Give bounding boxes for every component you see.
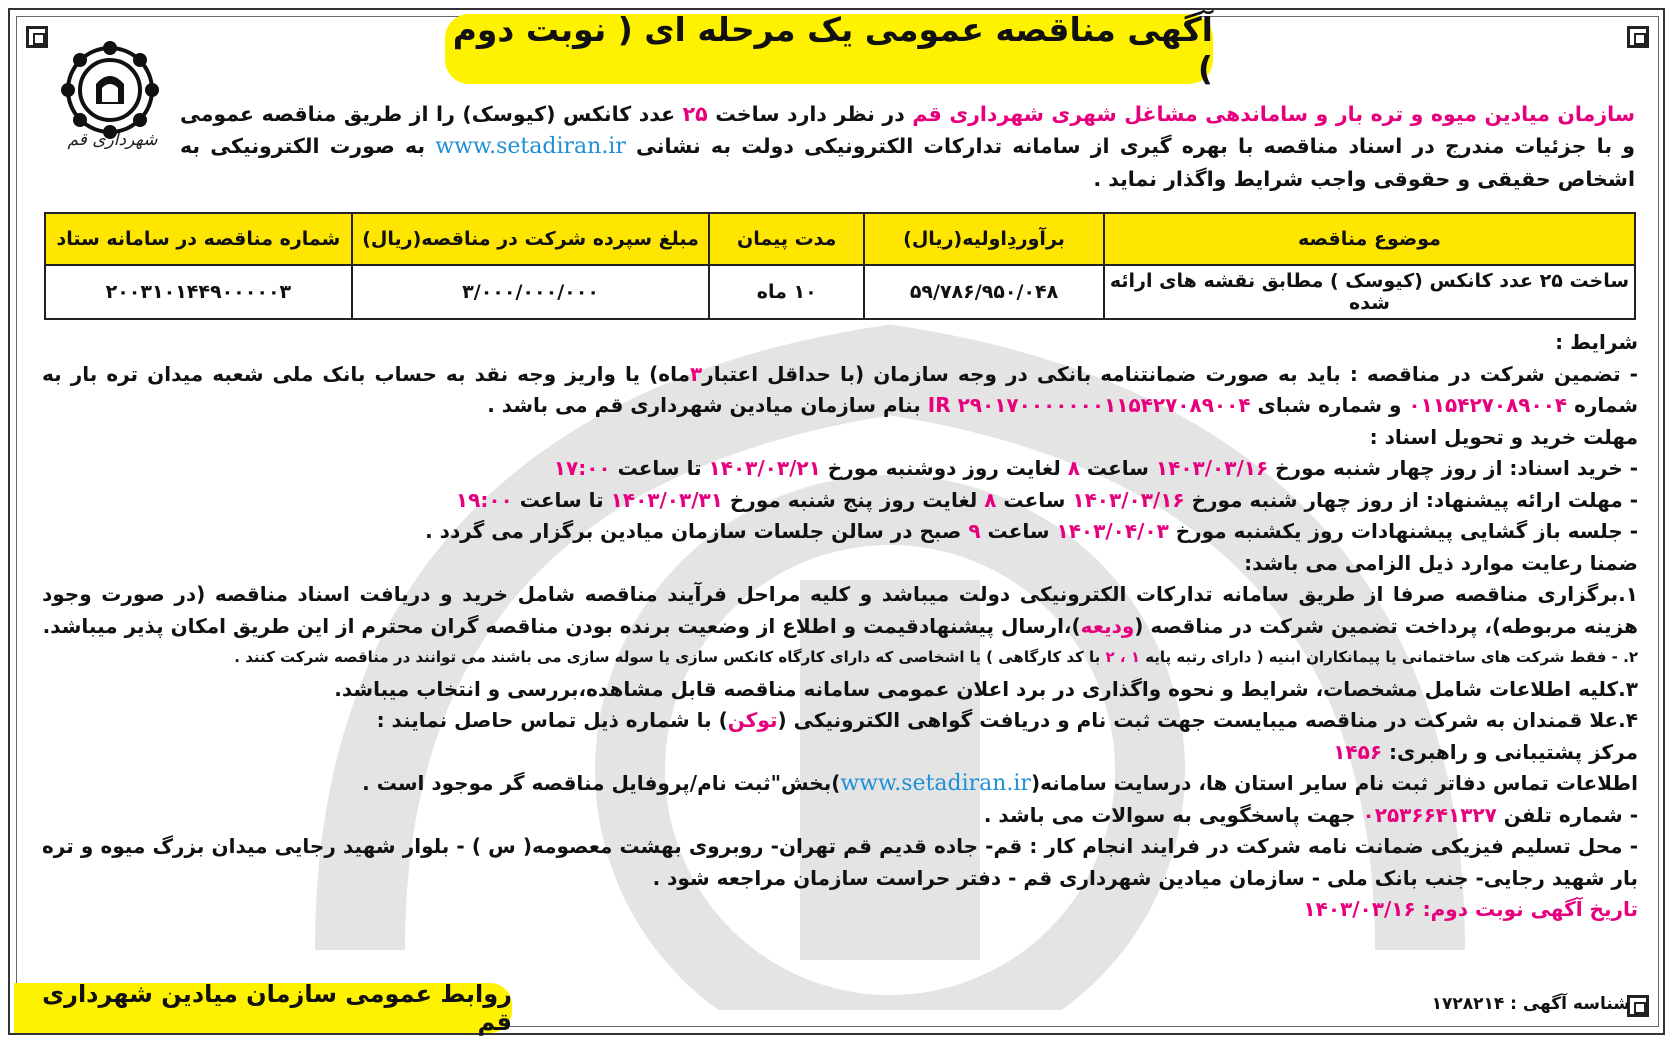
hour: ۸	[984, 487, 997, 512]
text: ۱.برگزاری مناقصه صرفا از طریق سامانه تدارکات الکترونیکی دولت میباشد و کلیه مراحل فرآیند مناقصه شامل خرید و دریافت اسناد مناقصه (در صورت وجود هزینه مربوطه)، پرداخت تضمین شرکت در مناقصه (	[42, 582, 1638, 638]
requirement-item-3: ۳.کلیه اطلاعات شامل مشخصات، شرایط و نحوه واگذاری در برد اعلان عمومی سامانه مناقصه قابل مشاهده،بررسی و انتخاب میباشد.	[334, 676, 1638, 701]
website-link[interactable]: www.setadiran.ir	[840, 771, 1031, 796]
text: - مهلت ارائه پیشنهاد: از روز چهار شنبه مورخ	[1184, 487, 1638, 512]
date: ۱۴۰۳/۰۳/۱۶	[1155, 456, 1269, 480]
deadline-heading: مهلت خرید و تحویل اسناد :	[1369, 424, 1638, 449]
text: با کد کارگاهی ) یا اشخاصی که دارای کارگاه کانکس سازی یا سوله سازی می باشند می توانند در مناقصه شرکت کنند .	[234, 648, 1106, 666]
account-number: ۰۱۱۵۴۲۷۰۸۹۰۰۴	[1408, 393, 1568, 417]
text: ساعت	[980, 519, 1057, 543]
requirements-heading: ضمنا رعایت موارد ذیل الزامی می باشد:	[1244, 550, 1638, 575]
header-deposit: مبلغ سپرده شرکت در مناقصه(ریال)	[352, 213, 710, 265]
text: صبح در سالن جلسات سازمان میادین برگزار می گردد .	[425, 519, 969, 543]
text: جهت پاسخگویی به سوالات می باشد .	[983, 802, 1363, 827]
cell-number: ۲۰۰۳۱۰۱۴۴۹۰۰۰۰۰۳	[45, 265, 352, 319]
intro-paragraph	[180, 98, 1635, 195]
date: ۱۴۰۳/۰۴/۰۳	[1056, 519, 1169, 543]
text: )بخش"ثبت نام/پروفایل مناقصه گر موجود است .	[362, 771, 841, 795]
date: ۱۴۰۳/۰۳/۱۶	[1072, 487, 1185, 512]
phone-number: ۰۲۵۳۶۶۴۱۳۲۷	[1362, 802, 1497, 827]
highlight: ۱ ، ۲	[1105, 648, 1140, 666]
tender-table	[44, 212, 1636, 320]
corner-ornament	[26, 26, 48, 48]
support-number: ۱۴۵۶	[1333, 739, 1383, 764]
contact-line	[42, 768, 1638, 800]
requirement-item-4	[42, 705, 1638, 737]
text: - تضمین شرکت در مناقصه : باید به صورت ضمانتنامه بانکی در وجه سازمان (با حداقل اعتبار	[702, 361, 1638, 386]
header-estimate: برآوردِاولیه(ریال)	[864, 213, 1104, 265]
text: لغایت روز پنج شنبه مورخ	[722, 487, 985, 512]
text: - خرید اسناد: از روز چهار شنبه مورخ	[1268, 456, 1638, 480]
text: )،ارسال پیشنهادقیمت و اطلاع از وضعیت برنده بودن مناقصه گران محترم از این طریق امکان پذیر میباشد.	[42, 613, 1081, 638]
intro-text: عدد کانکس (کیوسک) را از طریق مناقصه عمومی و با جزئیات مندرج در اسناد مناقصه با بهره گیری از سامانه تدارکات الکترونیکی دولت به نشانی	[180, 102, 1635, 158]
text: ساعت	[996, 487, 1073, 512]
text: ) با شماره ذیل تماس حاصل نمایند :	[376, 708, 728, 732]
requirement-item-1	[42, 579, 1638, 642]
cell-estimate: ۵۹/۷۸۶/۹۵۰/۰۴۸	[864, 265, 1104, 319]
header-subject: موضوع مناقصه	[1104, 213, 1635, 265]
cell-duration: ۱۰ ماه	[709, 265, 864, 319]
date: ۱۴۰۳/۰۳/۲۱	[708, 456, 821, 480]
text: تا ساعت	[610, 456, 709, 480]
time: ۱۷:۰۰	[553, 456, 611, 480]
logo-caption: شهرداری قم	[67, 130, 158, 150]
ad-id-label: شناسه آگهی :	[1504, 994, 1630, 1014]
purchase-line	[42, 453, 1638, 485]
offer-line	[42, 485, 1638, 517]
ad-id-line	[1300, 994, 1630, 1014]
cell-subject: ساخت ۲۵ عدد کانکس (کیوسک ) مطابق نقشه های ارائه شده	[1104, 265, 1635, 319]
text: تا ساعت	[512, 487, 611, 512]
text: - شماره تلفن	[1496, 802, 1638, 827]
ad-id: ۱۷۲۸۲۱۴	[1431, 994, 1505, 1014]
opening-line	[42, 516, 1638, 548]
text: مرکز پشتیبانی و راهبری:	[1382, 739, 1638, 764]
text: و شماره شبای	[1250, 393, 1409, 417]
highlight: توکن	[727, 708, 778, 732]
footer-org: روابط عمومی سازمان میادین شهرداری قم	[42, 980, 512, 1036]
text: ماه) یا واریز وجه نقد به حساب بانک ملی شعبه میدان تره بار به شماره	[42, 361, 1638, 417]
intro-text: در نظر دارد ساخت	[707, 102, 913, 126]
ad-date-line	[42, 894, 1638, 926]
table-header-row	[45, 213, 1635, 265]
cell-deposit: ۳/۰۰۰/۰۰۰/۰۰۰	[352, 265, 710, 319]
corner-ornament	[1627, 26, 1649, 48]
text: بنام سازمان میادین شهرداری قم می باشد .	[487, 393, 928, 417]
header-number: شماره مناقصه در سامانه ستاد	[45, 213, 352, 265]
ad-date: ۱۴۰۳/۰۳/۱۶	[1303, 897, 1416, 921]
title-banner	[445, 10, 1213, 88]
page-title: آگهی مناقصه عمومی یک مرحله ای ( نوبت دوم )	[452, 10, 1213, 88]
text: - جلسه باز گشایی پیشنهادات روز یکشنبه مورخ	[1168, 519, 1638, 543]
phone-line	[42, 800, 1638, 832]
guarantee-paragraph	[42, 359, 1638, 422]
date: ۱۴۰۳/۰۳/۳۱	[610, 487, 723, 512]
kiosk-count: ۲۵	[682, 102, 708, 126]
header-duration: مدت پیمان	[709, 213, 864, 265]
table-row	[45, 265, 1635, 319]
hour: ۹	[968, 519, 981, 543]
highlight: ودیعه	[1080, 613, 1135, 638]
conditions-section	[42, 327, 1638, 926]
text: ۴.علا قمندان به شرکت در مناقصه میبایست جهت ثبت نام و دریافت گواهی الکترونیکی (	[777, 708, 1638, 732]
conditions-heading: شرایط :	[1555, 330, 1638, 354]
ad-date-label: تاریخ آگهی نوبت دوم:	[1415, 897, 1638, 921]
footer-banner	[14, 980, 512, 1036]
website-link[interactable]: www.setadiran.ir	[435, 134, 626, 159]
highlight: ۳	[689, 361, 703, 386]
text: لغایت روز دوشنبه مورخ	[820, 456, 1068, 480]
hour: ۸	[1067, 456, 1080, 480]
time: ۱۹:۰۰	[455, 487, 513, 512]
text: ساعت	[1079, 456, 1156, 480]
organization-name: سازمان میادین میوه و تره بار و ساماندهی مشاغل شهری شهرداری قم	[912, 102, 1635, 126]
intro-text: به صورت الکترونیکی به اشخاص حقیقی و حقوقی واجب شرایط واگذار نماید .	[180, 134, 1635, 191]
corner-ornament	[1627, 995, 1649, 1017]
text: اطلاعات تماس دفاتر ثبت نام سایر استان ها، درسایت سامانه(	[1030, 771, 1638, 795]
support-center-line	[42, 737, 1638, 769]
requirement-item-2	[42, 642, 1638, 674]
sheba-number: IR ۲۹۰۱۷۰۰۰۰۰۰۰۱۱۵۴۲۷۰۸۹۰۰۴	[927, 393, 1251, 417]
text: ۲. - فقط شرکت های ساختمانی یا پیمانکاران ابنیه ( دارای رتبه پایه	[1139, 648, 1638, 666]
delivery-address: - محل تسلیم فیزیکی ضمانت نامه شرکت در فرایند انجام کار : قم- جاده قدیم قم تهران- روبروی بهشت معصومه( س ) - بلوار شهید رجایی میدان بزرگ میوه و تره بار شهید رجایی- جنب بانک ملی - سازمان میادین شهرداری قم - دفتر حراست سازمان مراجعه شود .	[42, 834, 1638, 890]
